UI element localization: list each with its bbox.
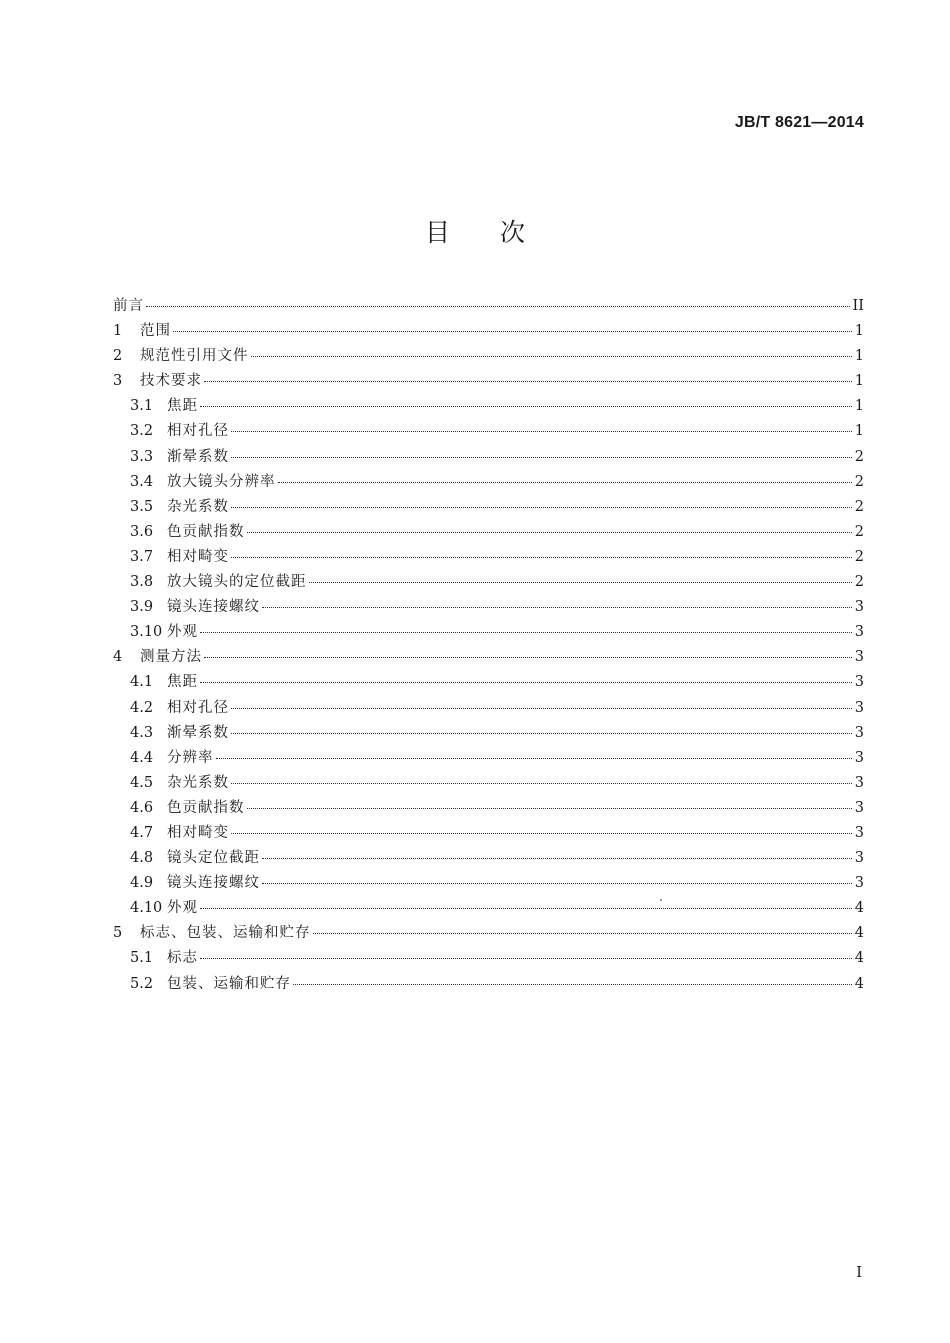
toc-entry-label: 渐晕系数 (167, 448, 229, 465)
dot-leader (231, 457, 852, 458)
toc-entry-label: 杂光系数 (167, 774, 229, 791)
dot-leader (200, 958, 852, 959)
toc-entry[interactable] (113, 721, 864, 746)
toc-entry-page: II (852, 298, 864, 314)
toc-entry-number: 5.2 (130, 975, 154, 992)
toc-entry[interactable] (113, 419, 864, 444)
toc-entry-page: 4 (854, 925, 864, 942)
page-title: 目次 (424, 218, 575, 247)
dot-leader (216, 758, 852, 759)
toc-entry-page: 3 (854, 649, 864, 666)
toc-entry-number: 4.4 (130, 749, 154, 766)
dot-leader (278, 482, 852, 483)
dot-leader (231, 507, 852, 508)
dot-leader (200, 632, 852, 633)
toc-entry-number: 4 (113, 649, 123, 666)
toc-entry-label: 放大镜头的定位截距 (167, 574, 307, 591)
toc-entry-label: 焦距 (167, 674, 198, 691)
toc-entry[interactable] (113, 470, 864, 495)
dot-leader (200, 406, 852, 407)
toc-entry-page: 1 (854, 348, 864, 365)
toc-entry-number: 4.8 (130, 850, 154, 867)
dot-leader (309, 582, 852, 583)
toc-entry[interactable] (113, 369, 864, 394)
toc-entry-label: 相对孔径 (167, 699, 229, 716)
toc-entry-page: 3 (854, 749, 864, 766)
toc-entry-label: 镜头定位截距 (167, 850, 260, 867)
dot-leader (231, 557, 852, 558)
dot-leader (231, 431, 852, 432)
dot-leader (293, 984, 852, 985)
toc-entry-page: 2 (854, 548, 864, 565)
dot-leader (251, 356, 852, 357)
toc-entry[interactable] (113, 520, 864, 545)
toc-entry-number: 4.1 (130, 674, 154, 691)
dot-leader (204, 381, 852, 382)
dot-leader (231, 708, 852, 709)
toc-entry-page: 1 (854, 398, 864, 415)
dot-leader (200, 908, 852, 909)
toc-entry-page: 1 (854, 423, 864, 440)
toc-entry-label: 相对畸变 (167, 548, 229, 565)
toc-entry-number: 3.7 (130, 548, 154, 565)
toc-entry-page: 3 (854, 724, 864, 741)
dot-leader (231, 833, 852, 834)
toc-entry-label: 渐晕系数 (167, 724, 229, 741)
toc-entry-page: 1 (854, 323, 864, 340)
toc-entry[interactable] (113, 972, 864, 997)
toc-entry[interactable] (113, 670, 864, 695)
toc-entry-page: 3 (854, 674, 864, 691)
toc-entry-number: 3.3 (130, 448, 154, 465)
toc-entry-page: 3 (854, 824, 864, 841)
toc-entry-number: 3.1 (130, 398, 154, 415)
toc-entry-page: 2 (854, 448, 864, 465)
toc-entry-page: 2 (854, 473, 864, 490)
toc-entry-label: 色贡献指数 (167, 523, 245, 540)
toc-entry-label: 技术要求 (140, 373, 202, 390)
toc-entry-number: 2 (113, 348, 123, 365)
toc-entry-number: 3.8 (130, 574, 154, 591)
toc-entry-number: 4.3 (130, 724, 154, 741)
toc-entry[interactable] (113, 344, 864, 369)
toc-entry-page: 3 (854, 774, 864, 791)
toc-entry-label: 规范性引用文件 (140, 348, 249, 365)
standard-number: JB/T 8621—2014 (734, 114, 864, 131)
toc-entry-page: 2 (854, 498, 864, 515)
toc-entry-page: 3 (854, 599, 864, 616)
toc-entry[interactable] (113, 394, 864, 419)
toc-entry-page: 3 (854, 850, 864, 867)
toc-entry[interactable] (113, 620, 864, 645)
toc-entry-label: 放大镜头分辨率 (167, 473, 276, 490)
toc-entry-label: 镜头连接螺纹 (167, 599, 260, 616)
toc-entry-label: 色贡献指数 (167, 799, 245, 816)
toc-entry[interactable] (113, 921, 864, 946)
toc-entry-page: 3 (854, 799, 864, 816)
toc-entry-label: 测量方法 (140, 649, 202, 666)
toc-entry-number: 3.9 (130, 599, 154, 616)
toc-entry-label: 镜头连接螺纹 (167, 875, 260, 892)
toc-entry-page: 3 (854, 699, 864, 716)
toc-entry-number: 5.1 (130, 950, 154, 967)
toc-entry-label: 标志 (167, 950, 198, 967)
dot-leader (247, 532, 852, 533)
toc-entry-number: 3.2 (130, 423, 154, 440)
toc-entry-number: 3.10 (130, 624, 163, 641)
toc-entry-page: 4 (854, 900, 864, 917)
dot-leader (262, 883, 852, 884)
toc-entry-number: 4.10 (130, 900, 163, 917)
toc-entry-number: 3.4 (130, 473, 154, 490)
toc-entry[interactable] (113, 896, 864, 921)
dot-leader (262, 607, 852, 608)
toc-entry-page: 1 (854, 373, 864, 390)
toc-entry[interactable] (113, 495, 864, 520)
toc-entry[interactable] (113, 946, 864, 971)
toc-entry-number: 3.5 (130, 498, 154, 515)
toc-entry[interactable] (113, 821, 864, 846)
toc-entry-page: 2 (854, 523, 864, 540)
toc-entry-label: 杂光系数 (167, 498, 229, 515)
toc-entry-label: 外观 (167, 900, 198, 917)
toc-entry-number: 1 (113, 323, 123, 340)
dot-leader (200, 682, 852, 683)
toc-entry-page: 3 (854, 875, 864, 892)
toc-entry[interactable] (113, 445, 864, 470)
toc-entry-page: 4 (854, 975, 864, 992)
dot-leader (173, 331, 852, 332)
toc-entry-label: 相对畸变 (167, 824, 229, 841)
toc-entry-label: 相对孔径 (167, 423, 229, 440)
toc-entry-number: 4.7 (130, 824, 154, 841)
toc-entry-label: 范围 (140, 323, 171, 340)
toc-entry[interactable] (113, 595, 864, 620)
toc-entry[interactable] (113, 871, 864, 896)
dot-leader (313, 933, 852, 934)
dot-leader (247, 808, 852, 809)
toc-entry-label: 焦距 (167, 398, 198, 415)
toc-entry-number: 4.9 (130, 875, 154, 892)
toc-entry[interactable] (113, 294, 864, 319)
toc-entry[interactable] (113, 319, 864, 344)
page-number: I (856, 1265, 862, 1281)
toc-entry-page: 2 (854, 574, 864, 591)
toc-entry-page: 3 (854, 624, 864, 641)
dot-leader (231, 783, 852, 784)
toc-entry[interactable] (113, 570, 864, 595)
toc-entry-number: 5 (113, 925, 123, 942)
toc-entry-number: 4.6 (130, 799, 154, 816)
toc-entry[interactable] (113, 796, 864, 821)
dot-leader (146, 306, 850, 307)
toc-entry[interactable] (113, 746, 864, 771)
toc-entry-number: 4.5 (130, 774, 154, 791)
toc-entry[interactable] (113, 545, 864, 570)
toc-entry[interactable] (113, 846, 864, 871)
dot-leader (262, 858, 852, 859)
dot-leader (231, 733, 852, 734)
toc-entry-number: 3 (113, 373, 123, 390)
table-of-contents (113, 294, 864, 997)
toc-entry[interactable] (113, 696, 864, 721)
toc-entry-label: 标志、包装、运输和贮存 (140, 925, 311, 942)
toc-entry-label: 外观 (167, 624, 198, 641)
toc-entry-label: 前言 (113, 298, 144, 314)
toc-entry-page: 4 (854, 950, 864, 967)
scan-artifact (660, 899, 662, 901)
toc-entry-number: 3.6 (130, 523, 154, 540)
toc-entry-number: 4.2 (130, 699, 154, 716)
dot-leader (204, 657, 852, 658)
toc-entry[interactable] (113, 771, 864, 796)
toc-entry[interactable] (113, 645, 864, 670)
toc-entry-label: 包装、运输和贮存 (167, 975, 291, 992)
toc-entry-label: 分辨率 (167, 749, 214, 766)
